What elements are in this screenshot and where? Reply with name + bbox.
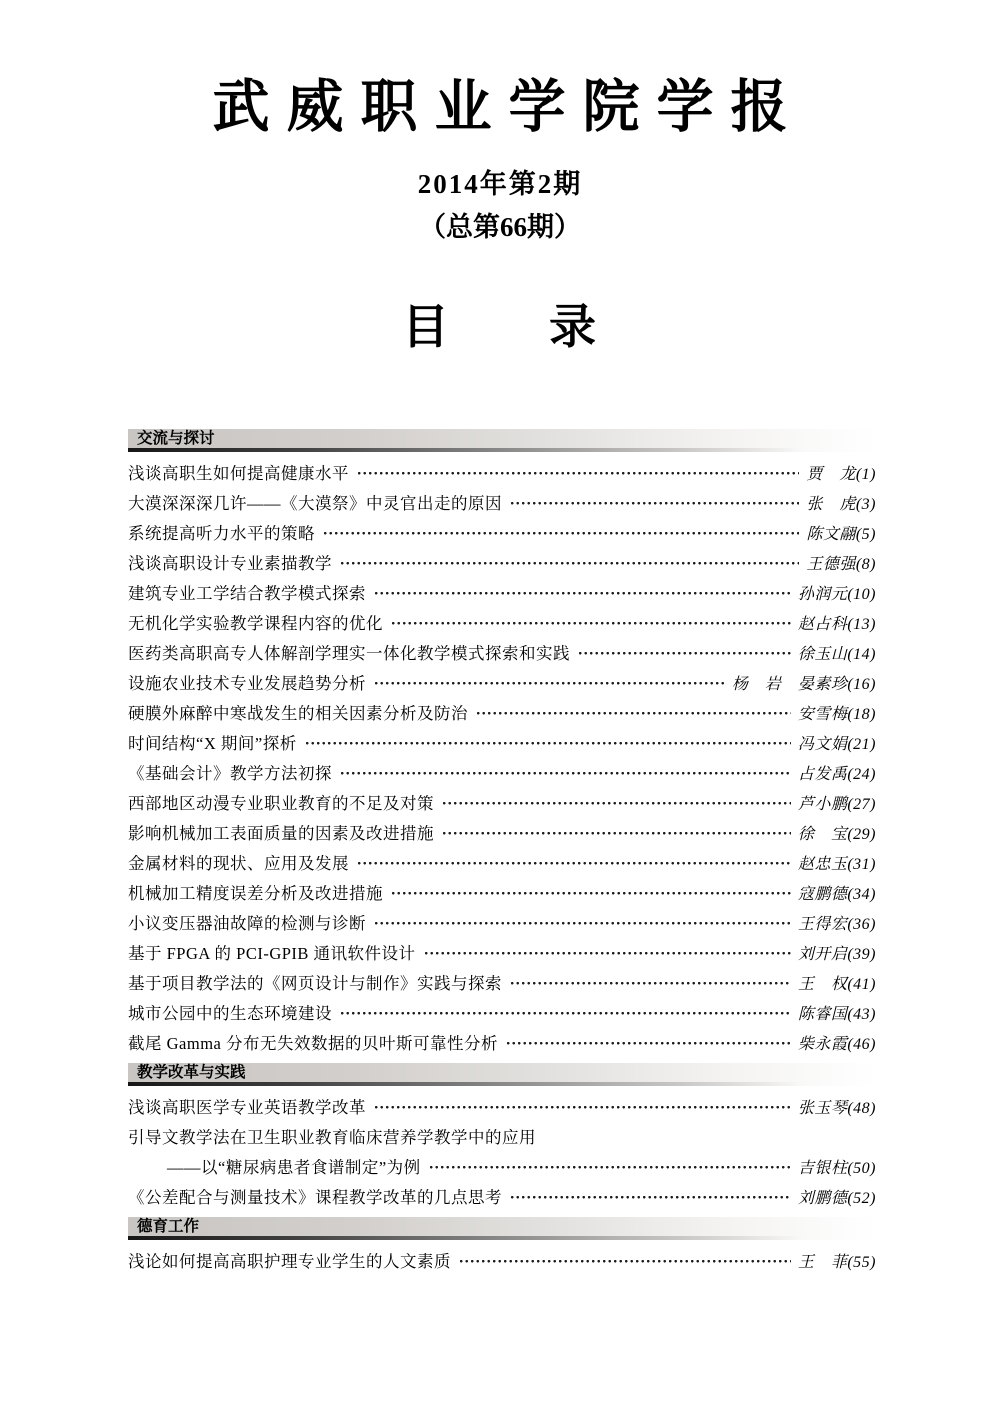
toc-entry <box>128 697 876 727</box>
toc-entry <box>128 487 876 517</box>
cumulative-issue-line: （总第66期） <box>419 212 581 243</box>
dot-leader <box>340 770 791 777</box>
article-title: 医药类高职高专人体解剖学理实一体化教学模式探索和实践 <box>128 644 570 664</box>
dot-leader <box>510 500 799 507</box>
article-title: 引导文教学法在卫生职业教育临床营养学教学中的应用 <box>128 1128 536 1148</box>
section-header-bar <box>128 1217 876 1240</box>
toc-entry <box>128 907 876 937</box>
dot-leader <box>305 740 791 747</box>
article-author-page: 赵占科(13) <box>797 615 876 633</box>
dot-leader <box>459 1258 791 1265</box>
dot-leader <box>391 620 791 627</box>
section-header-bar <box>128 1063 876 1086</box>
toc-entry-subtitle <box>128 1151 876 1181</box>
toc-entry <box>128 1121 876 1151</box>
issue-line: 2014年第2期 <box>417 169 583 200</box>
toc-entry <box>128 1245 876 1275</box>
article-author-page: 杨 岩 晏素珍(16) <box>731 675 876 693</box>
dot-leader <box>391 890 791 897</box>
article-author-page: 王得宏(36) <box>797 915 876 933</box>
section-label: 教学改革与实践 <box>137 1064 246 1082</box>
toc-entry <box>128 1091 876 1121</box>
toc-entry <box>128 997 876 1027</box>
section-label: 交流与探讨 <box>137 430 215 448</box>
toc-entry <box>128 457 876 487</box>
article-author-page: 寇鹏德(34) <box>797 885 876 903</box>
dot-leader <box>374 680 725 687</box>
toc-entry <box>128 547 876 577</box>
toc-entry <box>128 577 876 607</box>
toc-entry <box>128 757 876 787</box>
dot-leader <box>578 650 791 657</box>
article-title: 浅谈高职生如何提高健康水平 <box>128 464 349 484</box>
article-author-page: 陈睿国(43) <box>797 1005 876 1023</box>
dot-leader <box>323 530 799 537</box>
article-title: 时间结构“X 期间”探析 <box>128 734 297 754</box>
toc-entry <box>128 817 876 847</box>
article-title: 《公差配合与测量技术》课程教学改革的几点思考 <box>128 1188 502 1208</box>
toc-entry <box>128 727 876 757</box>
dot-leader <box>374 590 791 597</box>
article-author-page: 赵忠玉(31) <box>797 855 876 873</box>
article-author-page: 徐玉山(14) <box>797 645 876 663</box>
article-title: 建筑专业工学结合教学模式探索 <box>128 584 366 604</box>
article-title: 截尾 Gamma 分布无失效数据的贝叶斯可靠性分析 <box>128 1034 498 1054</box>
article-author-page: 王 菲(55) <box>797 1253 876 1271</box>
article-author-page: 张玉琴(48) <box>797 1099 876 1117</box>
article-title: 机械加工精度误差分析及改进措施 <box>128 884 383 904</box>
toc-entry <box>128 847 876 877</box>
dot-leader <box>506 1040 791 1047</box>
article-author-page: 安雪梅(18) <box>797 705 876 723</box>
dot-leader <box>340 560 799 567</box>
article-title: 金属材料的现状、应用及发展 <box>128 854 349 874</box>
article-author-page: 徐 宝(29) <box>797 825 876 843</box>
toc-entry <box>128 667 876 697</box>
article-author-page: 王德强(8) <box>806 555 876 573</box>
toc-entry <box>128 877 876 907</box>
toc-entry <box>128 517 876 547</box>
article-author-page: 王 权(41) <box>797 975 876 993</box>
masthead <box>0 0 1000 357</box>
article-author-page: 张 虎(3) <box>806 495 876 513</box>
article-author-page: 占发禹(24) <box>797 765 876 783</box>
article-author-page: 吉银柱(50) <box>797 1159 876 1177</box>
dot-leader <box>340 1010 791 1017</box>
article-title: 浅谈高职医学专业英语教学改革 <box>128 1098 366 1118</box>
journal-title: 武威职业学院学报 <box>212 76 805 139</box>
article-title: 基于项目教学法的《网页设计与制作》实践与探索 <box>128 974 502 994</box>
dot-leader <box>476 710 791 717</box>
article-author-page: 芦小鹏(27) <box>797 795 876 813</box>
dot-leader <box>442 830 791 837</box>
article-author-page: 贾 龙(1) <box>806 465 876 483</box>
table-of-contents <box>128 429 876 1275</box>
article-title: 设施农业技术专业发展趋势分析 <box>128 674 366 694</box>
article-author-page: 孙润元(10) <box>797 585 876 603</box>
dot-leader <box>374 920 791 927</box>
article-title: 系统提高听力水平的策略 <box>128 524 315 544</box>
section-header-bar <box>128 429 876 452</box>
toc-entry <box>128 1181 876 1211</box>
article-title: 影响机械加工表面质量的因素及改进措施 <box>128 824 434 844</box>
toc-entry <box>128 967 876 997</box>
article-title: 浅谈高职设计专业素描教学 <box>128 554 332 574</box>
article-title: 《基础会计》教学方法初探 <box>128 764 332 784</box>
article-author-page: 冯文娟(21) <box>797 735 876 753</box>
dot-leader <box>510 980 791 987</box>
article-author-page: 柴永霞(46) <box>797 1035 876 1053</box>
dot-leader <box>357 470 799 477</box>
article-title: 小议变压器油故障的检测与诊断 <box>128 914 366 934</box>
toc-heading: 目 录 <box>402 302 598 355</box>
toc-entry <box>128 787 876 817</box>
article-author-page: 陈文翮(5) <box>806 525 876 543</box>
article-title: 浅论如何提高高职护理专业学生的人文素质 <box>128 1252 451 1272</box>
article-title: 西部地区动漫专业职业教育的不足及对策 <box>128 794 434 814</box>
dot-leader <box>424 950 791 957</box>
article-title: 大漠深深深几许——《大漠祭》中灵官出走的原因 <box>128 494 502 514</box>
dot-leader <box>429 1164 791 1171</box>
section-label: 德育工作 <box>137 1218 200 1236</box>
dot-leader <box>442 800 791 807</box>
article-subtitle: ——以“糖尿病患者食谱制定”为例 <box>167 1158 421 1178</box>
article-title: 城市公园中的生态环境建设 <box>128 1004 332 1024</box>
dot-leader <box>374 1104 791 1111</box>
article-title: 无机化学实验教学课程内容的优化 <box>128 614 383 634</box>
toc-entry <box>128 637 876 667</box>
dot-leader <box>357 860 791 867</box>
toc-entry <box>128 937 876 967</box>
toc-entry <box>128 1027 876 1057</box>
article-title: 基于 FPGA 的 PCI-GPIB 通讯软件设计 <box>128 944 416 964</box>
article-author-page: 刘开启(39) <box>797 945 876 963</box>
dot-leader <box>510 1194 791 1201</box>
article-title: 硬膜外麻醉中寒战发生的相关因素分析及防治 <box>128 704 468 724</box>
article-author-page: 刘鹏德(52) <box>797 1189 876 1207</box>
toc-entry <box>128 607 876 637</box>
